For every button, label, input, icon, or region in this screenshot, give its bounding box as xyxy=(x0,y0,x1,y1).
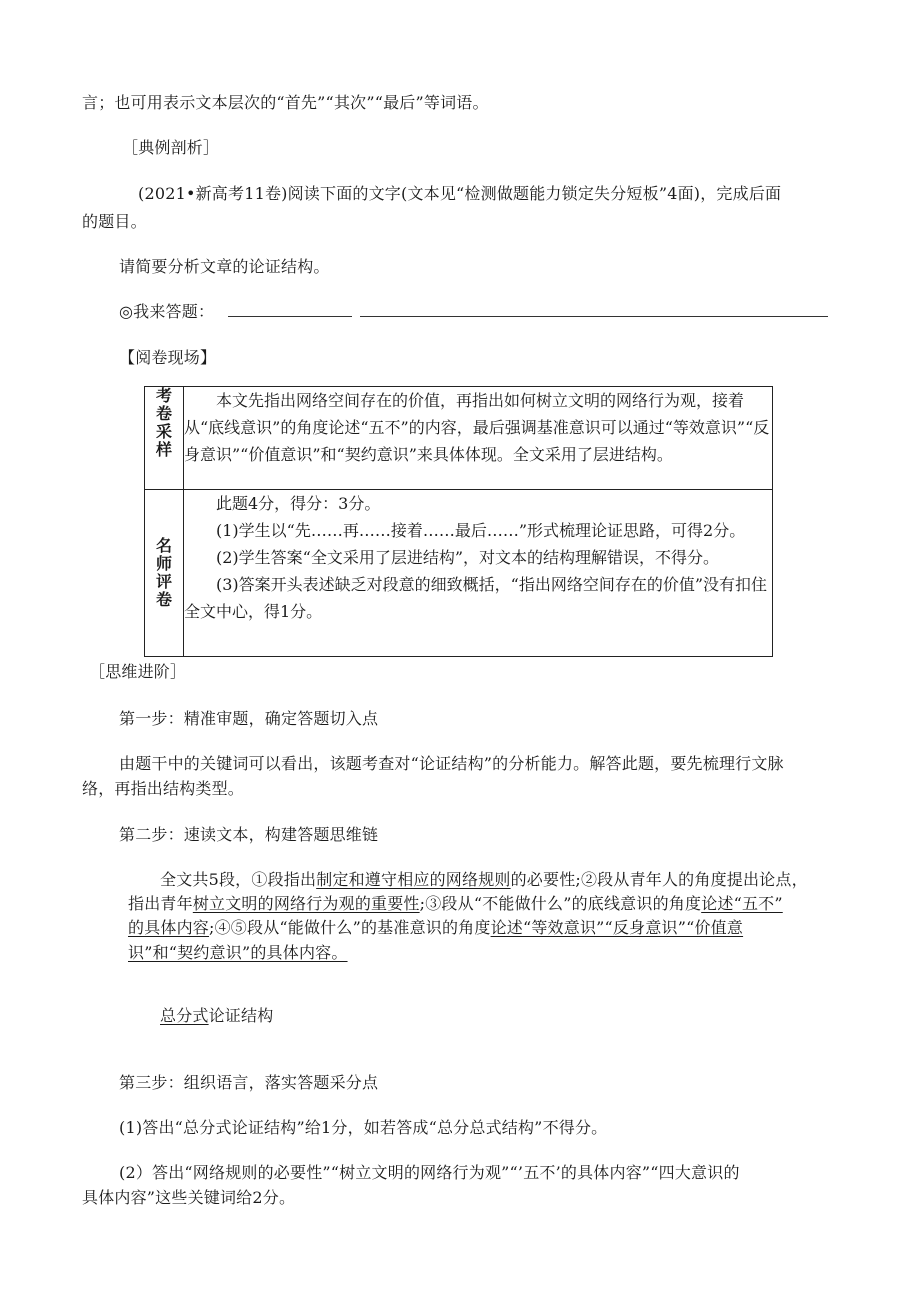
review-point-1: (1)学生以“先……再……接着……最后……”形式梳理论证思路，可得2分。 xyxy=(216,521,746,540)
step-3-title: 第三步：组织语言，落实答题采分点 xyxy=(119,1073,379,1092)
scoring-point-2-cont: 具体内容”这些关键词给2分。 xyxy=(82,1188,296,1207)
question-source-line: (2021•新高考11卷)阅读下面的文字(文本见“检测做题能力锁定失分短板”4面)，完成后面 xyxy=(138,184,782,203)
label-char: 样 xyxy=(155,440,172,459)
underlined-keyword: 论述“等效意识”“反身意识”“价值意 xyxy=(490,918,744,937)
analysis-text: ;④⑤段从“能做什么”的基准意识的角度 xyxy=(209,918,491,937)
answer-blank-1[interactable] xyxy=(228,316,352,317)
underlined-keyword: 制定和遵守相应的网络规则 xyxy=(316,870,511,889)
analysis-line-1 xyxy=(160,867,808,890)
question-source-line-cont: 的题目。 xyxy=(82,212,147,231)
label-char: 师 xyxy=(155,554,172,573)
label-sample-answer xyxy=(145,387,184,490)
step-1-text-cont: 络，再指出结构类型。 xyxy=(82,779,245,798)
analysis-line-3 xyxy=(128,915,743,938)
table-row-sample xyxy=(145,387,773,490)
scoring-point-2: (2）答出“网络规则的必要性”“树立文明的网络行为观”“’五不’的具体内容”“四大意识的 xyxy=(119,1163,740,1182)
label-char: 采 xyxy=(155,422,172,441)
review-point-3: (3)答案开头表述缺乏对段意的细致概括，“指出网络空间存在的价值”没有扣住全文中心，得1分。 xyxy=(184,575,768,621)
label-char: 名 xyxy=(155,536,172,555)
step-1-title: 第一步：精准审题，确定答题切入点 xyxy=(119,709,379,728)
section-heading-grading: 【阅卷现场】 xyxy=(119,348,217,367)
scoring-point-1: (1)答出“总分式论证结构”给1分，如若答成“总分总式结构”不得分。 xyxy=(119,1118,608,1137)
analysis-text: ;③段从“不能做什么”的底线意识的角度 xyxy=(419,894,702,913)
label-char: 考 xyxy=(155,386,172,405)
grading-table xyxy=(144,386,773,657)
analysis-text: 全文共5段，①段指出 xyxy=(160,870,317,889)
analysis-line-4 xyxy=(128,940,348,963)
table-row-review xyxy=(145,490,773,657)
text-line-1: 言；也可用表示文本层次的“首先”“其次”“最后”等词语。 xyxy=(82,93,489,112)
label-char: 卷 xyxy=(155,404,172,423)
label-char: 卷 xyxy=(155,590,172,609)
answer-blank-2[interactable] xyxy=(360,316,828,317)
conclusion-structure xyxy=(160,1003,273,1026)
review-score: 此题4分，得分：3分。 xyxy=(216,494,381,513)
underlined-keyword: 树立文明的网络行为观的重要性 xyxy=(192,894,420,913)
question-prompt: 请简要分析文章的论证结构。 xyxy=(119,257,330,276)
sample-answer-cell xyxy=(184,387,773,490)
answer-label: ◎我来答题： xyxy=(119,302,215,321)
analysis-line-2 xyxy=(128,891,783,914)
conclusion-text: 论证结构 xyxy=(208,1006,274,1025)
analysis-text: 指出青年 xyxy=(128,894,193,913)
analysis-text: 的必要性;②段从青年人的角度提出论点， xyxy=(510,870,808,889)
underlined-keyword: 的具体内容 xyxy=(128,918,210,937)
step-2-title: 第二步：速读文本，构建答题思维链 xyxy=(119,825,379,844)
label-teacher-review xyxy=(145,490,184,657)
label-char: 评 xyxy=(155,572,172,591)
sample-answer-text: 本文先指出网络空间存在的价值，再指出如何树立文明的网络行为观，接着从“底线意识”的角度论述“五不”的内容，最后强调基准意识可以通过“等效意识”“反身意识”“价值意识”和“契约意识”来具体体现。全文采用了层进结构。 xyxy=(184,391,770,464)
underlined-keyword: 识”和“契约意识”的具体内容。 xyxy=(128,943,348,962)
section-heading-thinking: ［思维进阶］ xyxy=(89,662,187,681)
review-point-2: (2)学生答案“全文采用了层进结构”，对文本的结构理解错误，不得分。 xyxy=(216,548,720,567)
step-1-text: 由题干中的关键词可以看出，该题考查对“论证结构”的分析能力。解答此题，要先梳理行文脉 xyxy=(119,754,784,773)
underlined-keyword: 论述“五不” xyxy=(701,894,783,913)
underlined-keyword: 总分式 xyxy=(160,1006,209,1025)
section-heading-examples: ［典例剖析］ xyxy=(122,138,220,157)
teacher-review-cell xyxy=(184,490,773,657)
